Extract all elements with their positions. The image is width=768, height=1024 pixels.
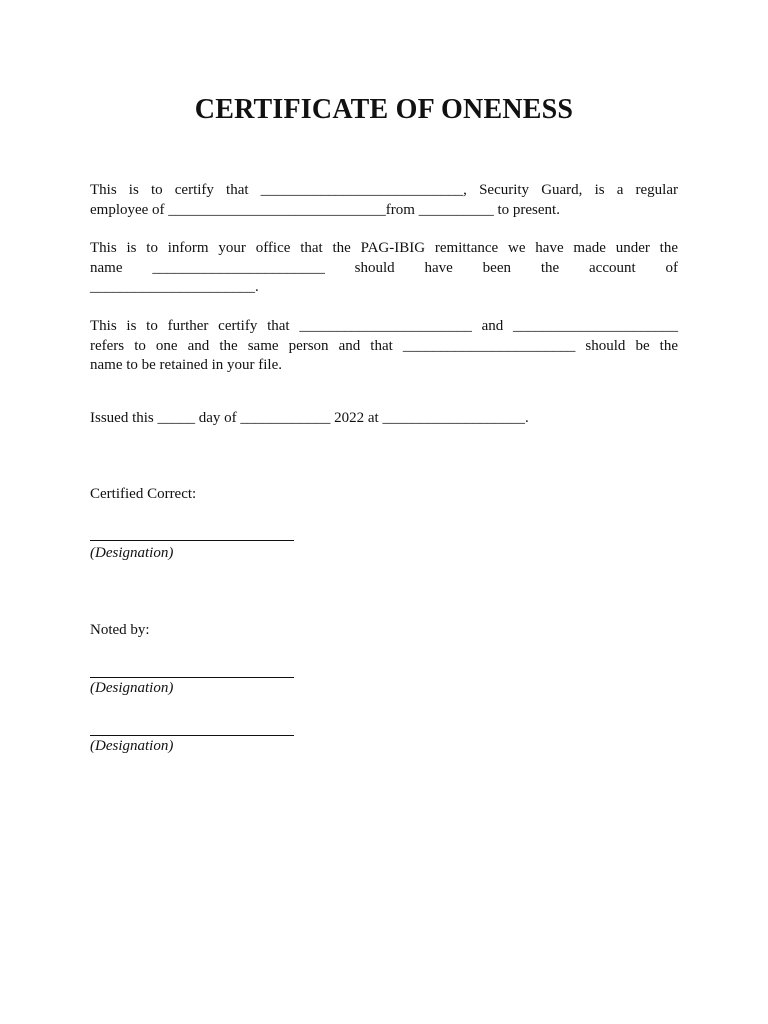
paragraph-line: This is to further certify that _______________________ and ______________________ <box>90 318 678 334</box>
paragraph-employment-certification <box>90 181 678 220</box>
paragraph-line: name to be retained in your file. <box>90 357 283 373</box>
noted-by-label: Noted by: <box>90 622 150 638</box>
signature-line <box>90 677 294 678</box>
paragraph-line: This is to certify that ___________________________, Security Guard, is a regular <box>90 182 678 198</box>
signature-line <box>90 735 294 736</box>
paragraph-line: Issued this _____ day of ____________ 2022 at ___________________. <box>90 410 529 426</box>
certified-correct-label: Certified Correct: <box>90 486 197 502</box>
signature-line <box>90 540 294 541</box>
designation-label: (Designation) <box>90 680 174 696</box>
paragraph-line: employee of _____________________________from __________ to present. <box>90 201 560 218</box>
paragraph-line: refers to one and the same person and that _______________________ should be the <box>90 337 678 354</box>
paragraph-line: ______________________. <box>90 279 259 295</box>
paragraph-line: This is to inform your office that the PAG-IBIG remittance we have made under the <box>90 240 678 256</box>
designation-label: (Designation) <box>90 738 174 754</box>
paragraph-issued-date <box>90 409 678 429</box>
paragraph-remittance-notice <box>90 239 678 298</box>
paragraph-line: name _______________________ should have been the account of <box>90 259 678 276</box>
document-title: CERTIFICATE OF ONENESS <box>194 94 574 125</box>
paragraph-oneness-certification <box>90 317 678 376</box>
designation-label: (Designation) <box>90 545 174 561</box>
